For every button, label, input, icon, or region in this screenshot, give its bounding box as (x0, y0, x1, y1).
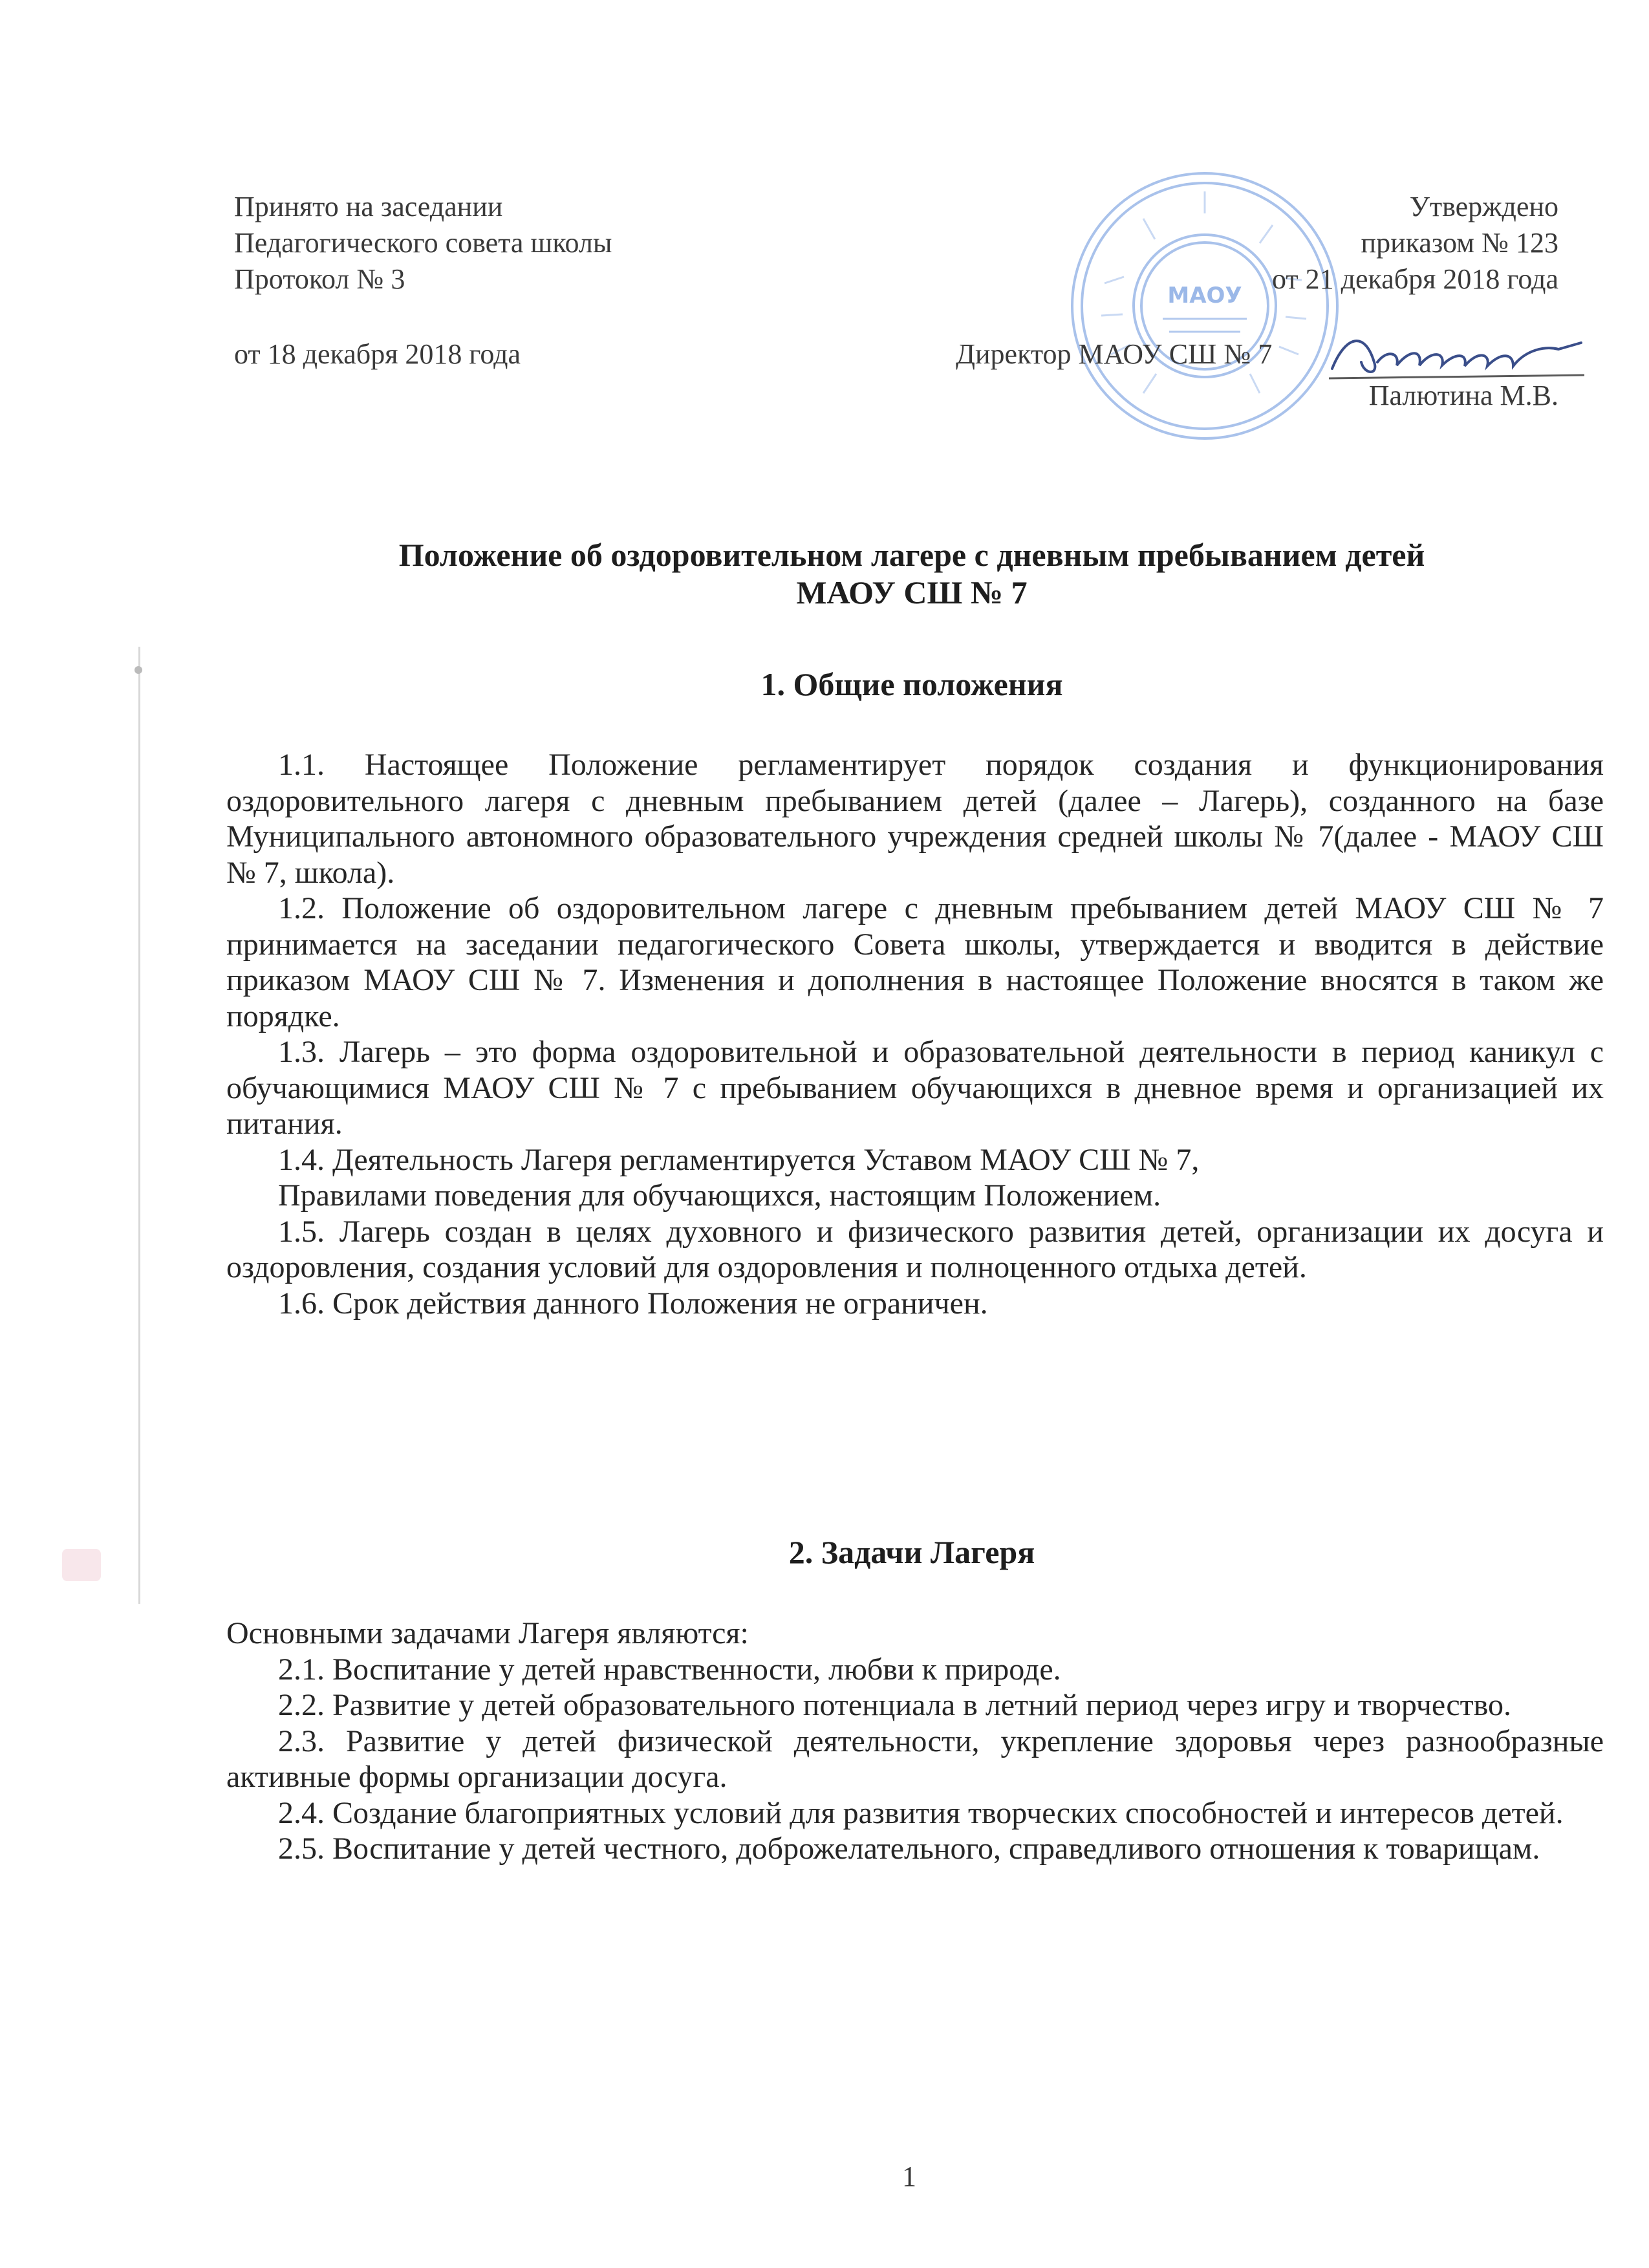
section2-paragraph-2-3: 2.3. Развитие у детей физической деятельности, укрепление здоровья через разнообразные активные формы организации досуга. (226, 1723, 1604, 1794)
header-left-block (234, 189, 816, 297)
section2-intro: Основными задачами Лагеря являются: (226, 1616, 749, 1650)
page-number: 1 (902, 2161, 916, 2192)
section2-body (226, 1615, 1604, 1867)
section1-paragraph-1-4-cont: Правилами поведения для обучающихся, настоящим Положением. (278, 1178, 1161, 1213)
section2-paragraph-2-2: 2.2. Развитие у детей образовательного потенциала в летний период через игру и творчество. (278, 1688, 1511, 1722)
section2-paragraph-2-5: 2.5. Воспитание у детей честного, доброжелательного, справедливого отношения к товарищам. (278, 1831, 1540, 1866)
section1-paragraph-1-4: 1.4. Деятельность Лагеря регламентируется Уставом МАОУ СШ № 7, (278, 1142, 1200, 1177)
section1-paragraph-1-3: 1.3. Лагерь – это форма оздоровительной и образовательной деятельности в период каникул с обучающимися МАОУ СШ № 7 с пребыванием обучающихся в дневное время и организацией их питания. (226, 1035, 1604, 1141)
scan-dot-top (135, 666, 142, 674)
section1-heading: 1. Общие положения (760, 666, 1063, 702)
section1-paragraph-1-5: 1.5. Лагерь создан в целях духовного и физического развития детей, организации их досуга и оздоровления, создания условий для оздоровления и полноценного отдыха детей. (226, 1214, 1604, 1284)
header-left-date: от 18 декабря 2018 года (234, 338, 521, 370)
header-right-line3: от 21 декабря 2018 года (1271, 263, 1558, 295)
section2-heading: 2. Задачи Лагеря (788, 1534, 1035, 1570)
header-right-director: Директор МАОУ СШ № 7 (956, 338, 1273, 370)
section1-paragraph-1-6: 1.6. Срок действия данного Положения не ограничен. (278, 1286, 988, 1321)
section2-paragraph-2-4: 2.4. Создание благоприятных условий для развития творческих способностей и интересов детей. (278, 1795, 1564, 1830)
header-right-director-name: Палютина М.В. (1368, 380, 1558, 411)
header-left-line2: Педагогического совета школы (234, 227, 612, 259)
document-title-line1: Положение об оздоровительном лагере с дневным пребыванием детей (398, 537, 1425, 573)
header-left-line1: Принято на заседании (234, 191, 503, 222)
section1-paragraph-1-1: 1.1. Настоящее Положение регламентирует порядок создания и функционирования оздоровительного лагеря с дневным пребыванием детей (далее – Лагерь), созданного на базе Муниципального автономного образовательного учреждения средней школы № 7(далее - МАОУ СШ № 7, школа). (226, 748, 1604, 890)
header-right-block (970, 189, 1558, 297)
document-title-line2: МАОУ СШ № 7 (796, 574, 1028, 610)
scan-color-mark (62, 1549, 101, 1581)
section1-paragraph-1-2: 1.2. Положение об оздоровительном лагере с дневным пребыванием детей МАОУ СШ № 7 принимается на заседании педагогического Совета школы, утверждается и вводится в действие приказом МАОУ СШ № 7. Изменения и дополнения в настоящее Положение вносятся в таком же порядке. (226, 891, 1604, 1033)
header-right-line2: приказом № 123 (1361, 227, 1558, 259)
section2-paragraph-2-1: 2.1. Воспитание у детей нравственности, любви к природе. (278, 1652, 1061, 1687)
header-left-line3: Протокол № 3 (234, 263, 405, 295)
stamp-center-text: МАОУ (1167, 283, 1242, 308)
header-right-line1: Утверждено (1409, 191, 1558, 222)
section1-body (226, 747, 1604, 1321)
scan-margin-line (138, 647, 140, 1604)
